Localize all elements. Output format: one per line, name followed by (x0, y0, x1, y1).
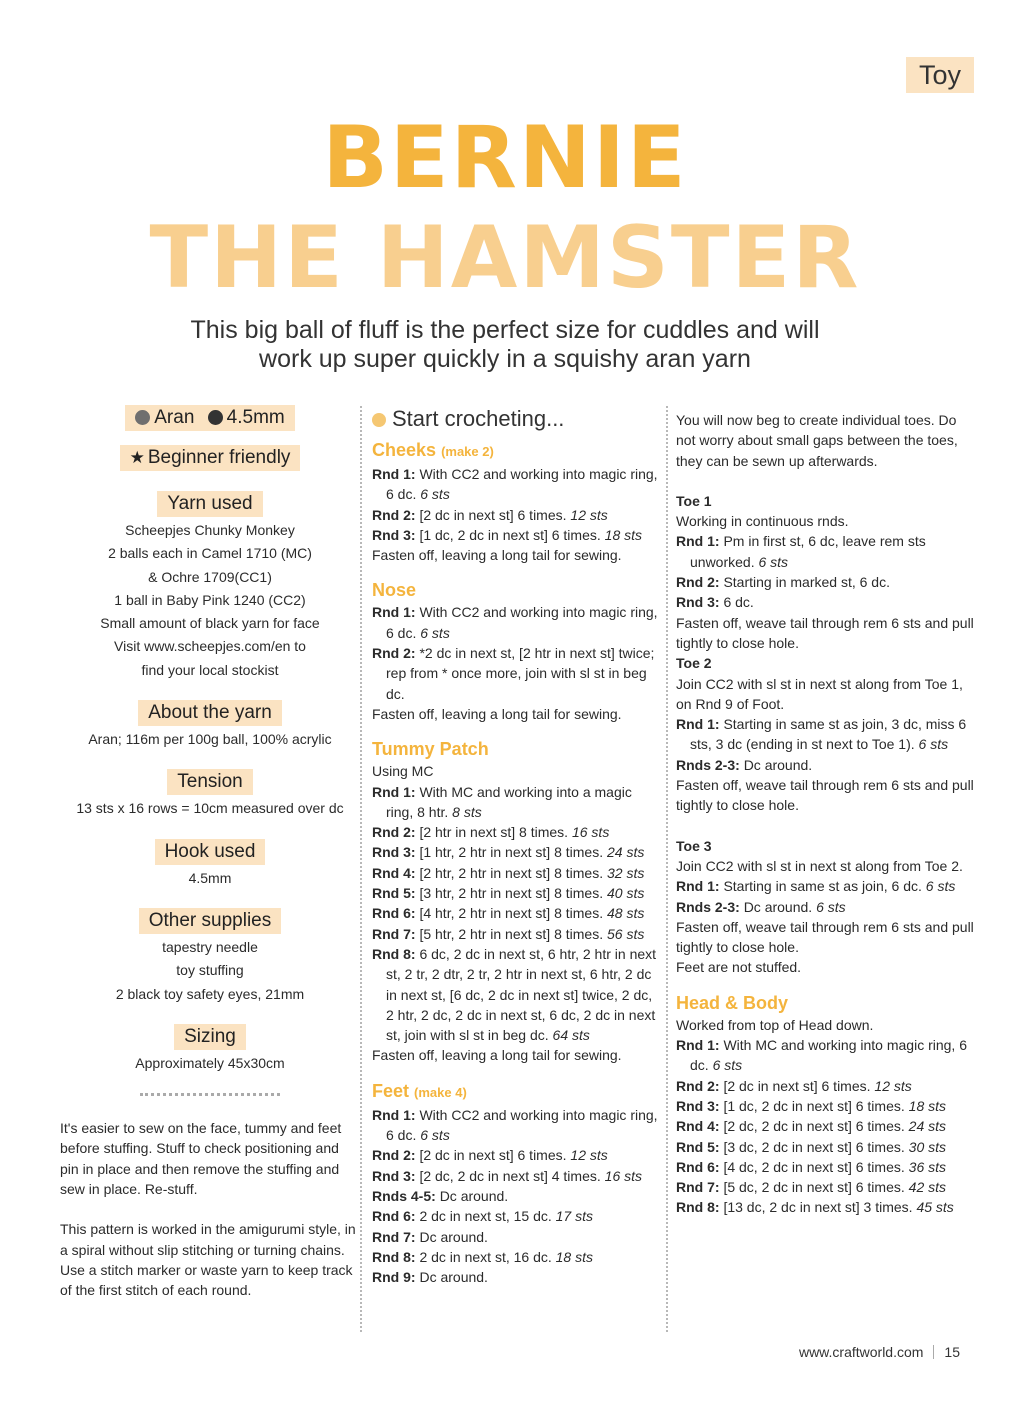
round-label: Rnd 8: (372, 1248, 416, 1265)
round-label: Rnd 2: (372, 506, 416, 523)
instruction-text: Starting in same st as join, 6 dc. (723, 878, 922, 895)
instruction-text: [2 dc in next st] 6 times. (419, 1147, 567, 1164)
instruction-text: Fasten off, leaving a long tail for sewing. (372, 705, 622, 722)
pattern-line (676, 613, 976, 654)
stitch-count: 6 sts (758, 553, 789, 570)
instruction-text: 6 dc, 2 dc in next st, 6 htr, 2 htr in next st, 2 tr, 2 dtr, 2 tr, 2 htr in next st, 6 htr, 2 dc in next st, [6 dc, 2 dc in next st] twice, 2 dc, 2 htr, 2 dc, 2 dc in next st, 6 dc, 2 dc in next st, join with sl st in beg dc. (386, 945, 657, 1044)
pattern-line (676, 592, 976, 612)
page-footer (799, 1344, 960, 1360)
pattern-line (372, 1105, 660, 1146)
column-divider (360, 406, 362, 1332)
round-label: Rnd 8: (372, 945, 416, 962)
section-title: Toe 3 (676, 837, 712, 854)
round-label: Rnd 1: (676, 533, 720, 550)
round-label: Rnd 2: (372, 824, 416, 841)
instruction-text: Starting in same st as join, 3 dc, miss 6 sts, 3 dc (ending in st next to Toe 1). (690, 716, 967, 753)
stitch-count: 24 sts (908, 1118, 947, 1135)
spec-pill (125, 405, 295, 431)
stitch-count: 6 sts (816, 898, 846, 915)
round-label: Rnd 6: (676, 1158, 720, 1175)
note-paragraph: This pattern is worked in the amigurumi style, in a spiral without slip stitching or turning chains. Use a stitch marker or waste yarn to keep track of the first stitch of each round. (60, 1221, 356, 1299)
instruction-text: Dc around. (743, 756, 813, 773)
stitch-count: 16 sts (571, 824, 610, 841)
instruction-text: With CC2 and working into magic ring, 6 dc. (386, 466, 658, 503)
stitch-count: 24 sts (606, 844, 645, 861)
instruction-text: With MC and working into magic ring, 6 dc. (690, 1037, 967, 1074)
info-line: find your local stockist (141, 661, 279, 678)
pattern-line (676, 1015, 976, 1035)
section-title-text: Cheeks (372, 440, 437, 460)
note-paragraph: It's easier to sew on the face, tummy and feet before stuffing. Stuff to check positioning and pin in place and then remove the stuffing and sew in place. Re-stuff. (60, 1120, 342, 1198)
title-line-2: THE HAMSTER (149, 208, 861, 308)
stitch-count: 6 sts (712, 1057, 743, 1074)
pattern-line (372, 1227, 660, 1247)
info-line: Visit www.scheepjes.com/en to (114, 638, 306, 655)
info-block (60, 769, 360, 818)
pattern-line (676, 876, 976, 896)
info-heading: Yarn used (157, 491, 262, 517)
round-label: Rnd 2: (372, 1147, 416, 1164)
instruction-text: [3 dc, 2 dc in next st] 6 times. (723, 1138, 905, 1155)
instruction-text: [1 dc, 2 dc in next st] 6 times. (723, 1097, 905, 1114)
pattern-line (372, 842, 660, 862)
instruction-text: [1 dc, 2 dc in next st] 6 times. (419, 526, 601, 543)
pattern-column-2 (676, 410, 976, 1218)
instruction-text: [2 dc in next st] 6 times. (723, 1077, 871, 1094)
pattern-line (676, 511, 976, 531)
instruction-text: 6 dc. (723, 594, 754, 611)
footer-url: www.craftworld.com (798, 1344, 924, 1360)
instruction-text: Using MC (372, 763, 434, 780)
instruction-text: [13 dc, 2 dc in next st] 3 times. (723, 1199, 913, 1216)
yarn-ball-icon (135, 410, 150, 425)
round-label: Rnd 2: (676, 574, 720, 591)
info-line: Approximately 45x30cm (135, 1054, 285, 1071)
pattern-line (676, 1096, 976, 1116)
notes (60, 1118, 360, 1300)
section-title-text: Tummy Patch (372, 739, 489, 760)
info-line: 1 ball in Baby Pink 1240 (CC2) (114, 591, 306, 608)
stitch-count: 8 sts (452, 803, 482, 820)
round-label: Rnd 1: (676, 716, 720, 733)
round-label: Rnd 3: (372, 1167, 416, 1184)
stitch-count: 18 sts (908, 1097, 947, 1114)
round-label: Rnd 1: (372, 1106, 416, 1123)
section-head-body (676, 992, 976, 1218)
instruction-text: [5 dc, 2 dc in next st] 6 times. (723, 1179, 905, 1196)
pattern-line (372, 545, 660, 565)
section-title (676, 992, 976, 1014)
section-title (372, 579, 660, 601)
pattern-line (372, 822, 660, 842)
info-line: tapestry needle (162, 938, 258, 955)
section-cheeks (372, 439, 660, 565)
pattern-line (372, 1267, 660, 1287)
pattern-line (676, 775, 976, 816)
instruction-text: [5 htr, 2 htr in next st] 8 times. (419, 925, 604, 942)
instruction-text: [4 dc, 2 dc in next st] 6 times. (723, 1158, 905, 1175)
stitch-count: 48 sts (606, 905, 645, 922)
pattern-line (372, 903, 660, 923)
section-title (372, 738, 660, 760)
round-label: Rnd 4: (372, 864, 416, 881)
stitch-count: 6 sts (420, 624, 450, 641)
round-label: Rnd 3: (676, 594, 720, 611)
pattern-line (676, 755, 976, 775)
pattern-line (676, 957, 976, 977)
stitch-count: 12 sts (570, 1147, 608, 1164)
section-title (372, 1080, 660, 1104)
stitch-count: 6 sts (420, 1127, 450, 1144)
round-label: Rnd 7: (676, 1179, 720, 1196)
instruction-text: Fasten off, weave tail through rem 6 sts and pull tightly to close hole. (676, 777, 974, 814)
info-line: toy stuffing (176, 962, 244, 979)
pattern-column-1 (372, 405, 660, 1287)
info-heading: About the yarn (138, 700, 282, 726)
start-heading (372, 405, 660, 433)
info-block (60, 491, 360, 680)
round-label: Rnd 2: (676, 1077, 720, 1094)
pattern-line (676, 674, 976, 715)
pattern-line (676, 1157, 976, 1177)
instruction-text: Fasten off, weave tail through rem 6 sts and pull tightly to close hole. (676, 614, 974, 651)
stitch-count: 12 sts (570, 506, 608, 523)
pattern-line (372, 1206, 660, 1226)
hook-size: 4.5mm (226, 407, 285, 428)
pattern-line (372, 505, 660, 525)
info-block (60, 1024, 360, 1073)
stitch-count: 40 sts (606, 885, 645, 902)
section-title: Toe 1 (676, 492, 712, 509)
round-label: Rnds 2-3: (676, 756, 740, 773)
pattern-line (676, 1137, 976, 1157)
round-label: Rnd 6: (372, 1208, 416, 1225)
pattern-line (676, 1035, 976, 1076)
instruction-text: Dc around. (439, 1187, 509, 1204)
instruction-text: Feet are not stuffed. (676, 959, 802, 976)
instruction-text: Join CC2 with sl st in next st along from Toe 1, on Rnd 9 of Foot. (676, 675, 963, 712)
stitch-count: 30 sts (908, 1138, 947, 1155)
info-block (60, 839, 360, 888)
instruction-text: [2 dc, 2 dc in next st] 6 times. (723, 1118, 905, 1135)
section-nose (372, 579, 660, 724)
pattern-line (676, 917, 976, 958)
section-title-text: Head & Body (676, 992, 789, 1013)
round-label: Rnd 1: (372, 466, 416, 482)
instruction-text: Worked from top of Head down. (676, 1016, 874, 1033)
info-heading: Tension (167, 769, 253, 795)
round-label: Rnd 3: (372, 526, 416, 543)
pattern-line (676, 714, 976, 755)
section-subtitle: (make 2) (441, 444, 494, 459)
standfirst: This big ball of fluff is the perfect size for cuddles and will work up super quickly in a squishy aran yarn (190, 316, 820, 373)
round-label: Rnd 7: (372, 925, 416, 942)
category-tag: Toy (906, 57, 974, 93)
yarn-ball-icon (372, 413, 386, 427)
info-line: 2 balls each in Camel 1710 (MC) (108, 545, 312, 562)
instruction-text: *2 dc in next st, [2 htr in next st] twice; rep from * once more, join with sl st in beg dc. (386, 645, 655, 702)
stitch-count: 64 sts (552, 1027, 590, 1044)
section-title-text: Feet (372, 1080, 410, 1101)
pattern-line (676, 856, 976, 876)
title-line-1: BERNIE (322, 108, 688, 208)
instruction-text: Join CC2 with sl st in next st along from Toe 2. (676, 857, 963, 874)
info-block (60, 908, 360, 1004)
page-number: 15 (944, 1344, 960, 1360)
instruction-text: Starting in marked st, 6 dc. (723, 574, 890, 591)
pattern-line (372, 1247, 660, 1267)
instruction-text: With MC and working into a magic ring, 8 htr. (386, 783, 632, 820)
instruction-text: 2 dc in next st, 16 dc. (419, 1248, 552, 1265)
instruction-text: [1 htr, 2 htr in next st] 8 times. (419, 844, 604, 861)
info-block (60, 700, 360, 749)
column-divider (666, 406, 668, 1332)
stitch-count: 42 sts (908, 1179, 947, 1196)
pattern-line (372, 704, 660, 724)
pattern-line (372, 1145, 660, 1165)
section-title: Toe 2 (676, 655, 712, 672)
pattern-line (372, 464, 660, 505)
section-title-text: Nose (372, 580, 417, 601)
section-toe-3 (676, 836, 976, 978)
pattern-line (676, 897, 976, 917)
instruction-text: [4 htr, 2 htr in next st] 8 times. (419, 905, 604, 922)
pattern-line (372, 643, 660, 704)
pattern-line (676, 1197, 976, 1217)
pattern-line (676, 572, 976, 592)
toes-intro: You will now beg to create individual toes. Do not worry about small gaps between the toes, they can be sewn up afterwards. (676, 412, 958, 469)
round-label: Rnd 6: (372, 905, 416, 922)
pattern-line (372, 525, 660, 545)
stitch-count: 6 sts (918, 736, 949, 753)
info-line: 2 black toy safety eyes, 21mm (115, 985, 305, 1002)
section-tummy-patch (372, 738, 660, 1065)
round-label: Rnd 1: (372, 604, 416, 621)
pattern-line (372, 883, 660, 903)
info-column (60, 405, 360, 1321)
round-label: Rnd 5: (372, 885, 416, 902)
round-label: Rnd 8: (676, 1199, 720, 1216)
stitch-count: 56 sts (606, 925, 645, 942)
round-label: Rnds 4-5: (372, 1187, 436, 1204)
pattern-line (372, 863, 660, 883)
info-heading: Other supplies (139, 908, 282, 934)
stitch-count: 18 sts (555, 1248, 593, 1265)
info-line: Small amount of black yarn for face (100, 615, 320, 632)
pattern-line (372, 944, 660, 1045)
instruction-text: [2 htr, 2 htr in next st] 8 times. (419, 864, 604, 881)
stitch-count: 6 sts (925, 878, 956, 895)
info-line: Aran; 116m per 100g ball, 100% acrylic (88, 731, 332, 748)
pattern-line (372, 1045, 660, 1065)
round-label: Rnd 3: (372, 844, 416, 861)
section-feet (372, 1080, 660, 1288)
pattern-line (676, 1076, 976, 1096)
instruction-text: With CC2 and working into magic ring, 6 dc. (386, 604, 658, 641)
stitch-count: 36 sts (908, 1158, 947, 1175)
instruction-text: Pm in first st, 6 dc, leave rem sts unworked. (690, 533, 926, 570)
info-heading: Hook used (155, 839, 266, 865)
instruction-text: 2 dc in next st, 15 dc. (419, 1208, 552, 1225)
instruction-text: Fasten off, weave tail through rem 6 sts and pull tightly to close hole. (676, 918, 974, 956)
stitch-count: 18 sts (604, 526, 643, 543)
instruction-text: Dc around. (419, 1269, 488, 1286)
info-line: 4.5mm (188, 869, 232, 886)
instruction-text: Fasten off, leaving a long tail for sewing. (372, 547, 622, 564)
pattern-line (372, 1186, 660, 1206)
pattern-line (372, 602, 660, 643)
instruction-text: Dc around. (743, 898, 813, 915)
round-label: Rnd 9: (372, 1269, 416, 1286)
round-label: Rnd 4: (676, 1118, 720, 1135)
section-toe-1 (676, 491, 976, 653)
round-label: Rnd 1: (372, 783, 416, 800)
instruction-text: [2 htr in next st] 8 times. (419, 824, 569, 841)
instruction-text: Dc around. (419, 1228, 488, 1245)
info-blocks (60, 491, 360, 1073)
instruction-text: Working in continuous rnds. (676, 513, 849, 530)
round-label: Rnd 1: (676, 1037, 720, 1054)
round-label: Rnds 2-3: (676, 898, 740, 915)
stitch-count: 45 sts (916, 1199, 954, 1216)
pattern-line (372, 924, 660, 944)
round-label: Rnd 2: (372, 645, 416, 662)
round-label: Rnd 1: (676, 878, 720, 895)
instruction-text: [3 htr, 2 htr in next st] 8 times. (419, 885, 604, 902)
pattern-line (676, 531, 976, 572)
dotted-divider (140, 1093, 280, 1096)
start-heading-text: Start crocheting... (392, 406, 565, 431)
stitch-count: 12 sts (874, 1077, 912, 1094)
round-label: Rnd 7: (372, 1228, 416, 1245)
pattern-line (676, 1177, 976, 1197)
stitch-count: 6 sts (420, 486, 450, 503)
section-title (372, 439, 660, 463)
info-line: Scheepjes Chunky Monkey (125, 522, 295, 538)
pattern-line (676, 1116, 976, 1136)
crochet-hook-icon (208, 410, 223, 425)
round-label: Rnd 3: (676, 1097, 720, 1114)
instruction-text: With CC2 and working into magic ring, 6 dc. (386, 1106, 658, 1144)
level-pill (120, 445, 301, 471)
stitch-count: 17 sts (555, 1208, 593, 1225)
star-icon: ★ (129, 448, 145, 467)
instruction-text: [2 dc, 2 dc in next st] 4 times. (419, 1167, 601, 1184)
info-heading: Sizing (174, 1024, 246, 1050)
info-line: 13 sts x 16 rows = 10cm measured over dc (76, 800, 344, 817)
yarn-weight: Aran (154, 407, 195, 428)
stitch-count: 32 sts (606, 864, 645, 881)
pattern-line (372, 1166, 660, 1186)
round-label: Rnd 5: (676, 1138, 720, 1155)
section-toe-2 (676, 653, 976, 815)
instruction-text: Fasten off, leaving a long tail for sewing. (372, 1047, 622, 1064)
instruction-text: [2 dc in next st] 6 times. (419, 506, 567, 523)
pattern-line (372, 782, 660, 823)
section-subtitle: (make 4) (414, 1084, 467, 1100)
skill-level: Beginner friendly (147, 447, 291, 468)
pattern-line (372, 761, 660, 781)
info-line: & Ochre 1709(CC1) (148, 568, 272, 585)
stitch-count: 16 sts (604, 1167, 643, 1184)
